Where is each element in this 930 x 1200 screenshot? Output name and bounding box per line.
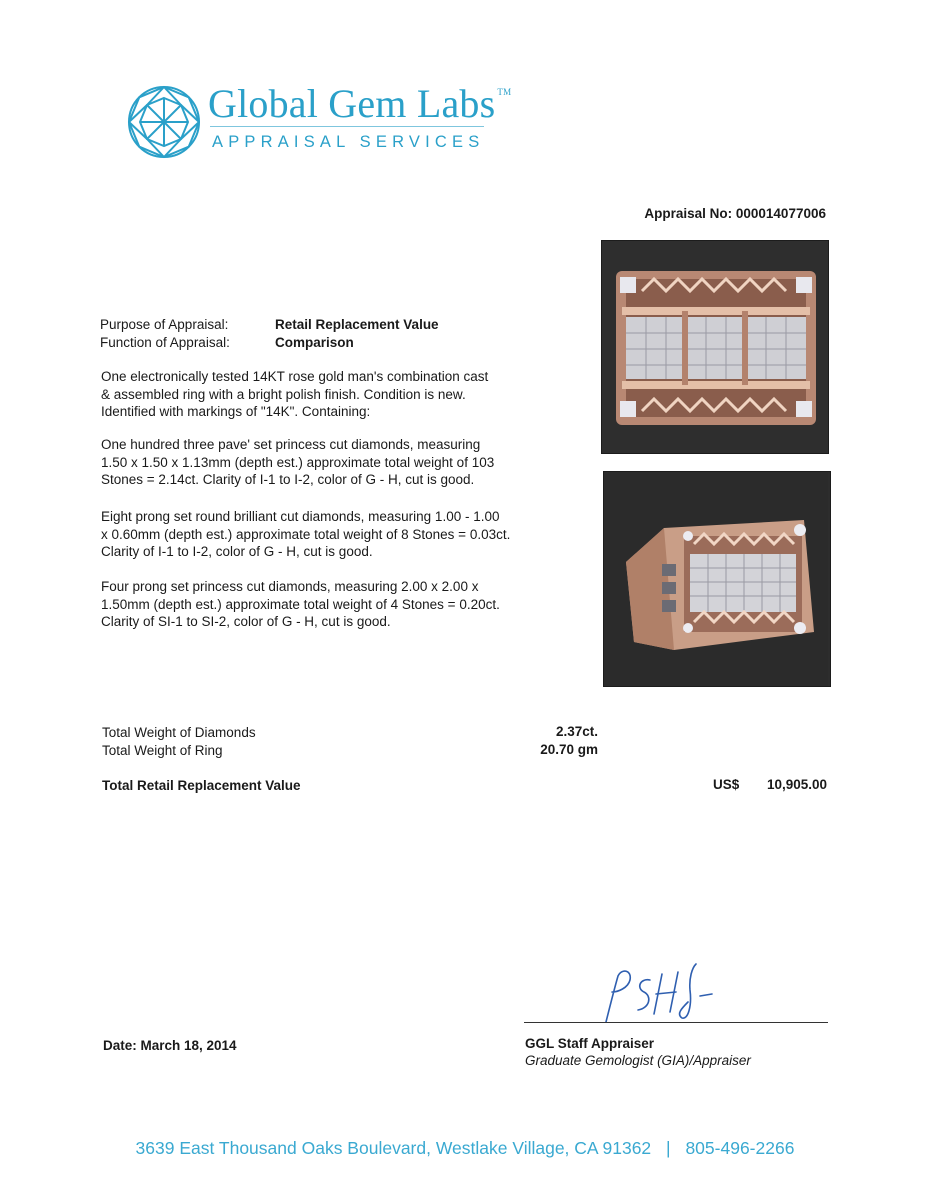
ring-weight-value: 20.70 gm [540,742,598,757]
logo-diamond-icon [126,84,202,160]
appraiser-title: GGL Staff Appraiser [525,1036,655,1051]
brand-name: Global Gem Labs ™ [208,81,512,126]
brand-subtitle: APPRAISAL SERVICES [212,133,485,151]
footer-phone: 805-496-2266 [685,1138,795,1158]
description-paragraph: Four prong set princess cut diamonds, measuring 2.00 x 2.00 x 1.50mm (depth est.) approximate total weight of 4 Stones = 0.20ct. Clarity of SI-1 to SI-2, color of G - H, cut is good. [101,579,500,629]
diamond-weight-value: 2.37ct. [555,724,598,739]
appraiser-signature [592,962,722,1026]
ring-angle-view-photo [603,471,831,687]
brand-divider [210,126,484,127]
function-value: Comparison [275,335,354,350]
ring-top-view-photo [601,240,829,454]
description-paragraph: Eight prong set round brilliant cut diamonds, measuring 1.00 - 1.00 x 0.60mm (depth est.) approximate total weight of 8 Stones = 0.03ct. Clarity of I-1 to I-2, color of G - H, cut is good. [101,509,511,559]
trademark-mark: TM [497,87,512,97]
retail-value-amount: 10,905.00 [766,777,827,792]
footer-separator: | [666,1138,671,1158]
currency-label: US$ [713,777,740,792]
description-paragraph: One electronically tested 14KT rose gold man's combination cast & assembled ring with a bright polish finish. Condition is new. Identified with markings of "14K". Containing: [101,369,489,419]
footer-contact [0,1138,930,1159]
diamond-weight-label: Total Weight of Diamonds [102,725,256,740]
footer-address: 3639 East Thousand Oaks Boulevard, Westlake Village, CA 91362 [135,1138,652,1158]
retail-value-label: Total Retail Replacement Value [102,778,301,793]
signature-line [524,1022,828,1023]
appraisal-date: Date: March 18, 2014 [103,1038,237,1053]
appraiser-credentials: Graduate Gemologist (GIA)/Appraiser [525,1053,751,1068]
purpose-label: Purpose of Appraisal: [100,317,229,332]
ring-weight-label: Total Weight of Ring [102,743,223,758]
function-label: Function of Appraisal: [100,335,230,350]
purpose-value: Retail Replacement Value [275,317,439,332]
appraisal-number: Appraisal No: 000014077006 [644,206,826,221]
description-paragraph: One hundred three pave' set princess cut diamonds, measuring 1.50 x 1.50 x 1.13mm (depth est.) approximate total weight of 103 Stones = 2.14ct. Clarity of I-1 to I-2, color of G - H, cut is good. [101,437,495,487]
